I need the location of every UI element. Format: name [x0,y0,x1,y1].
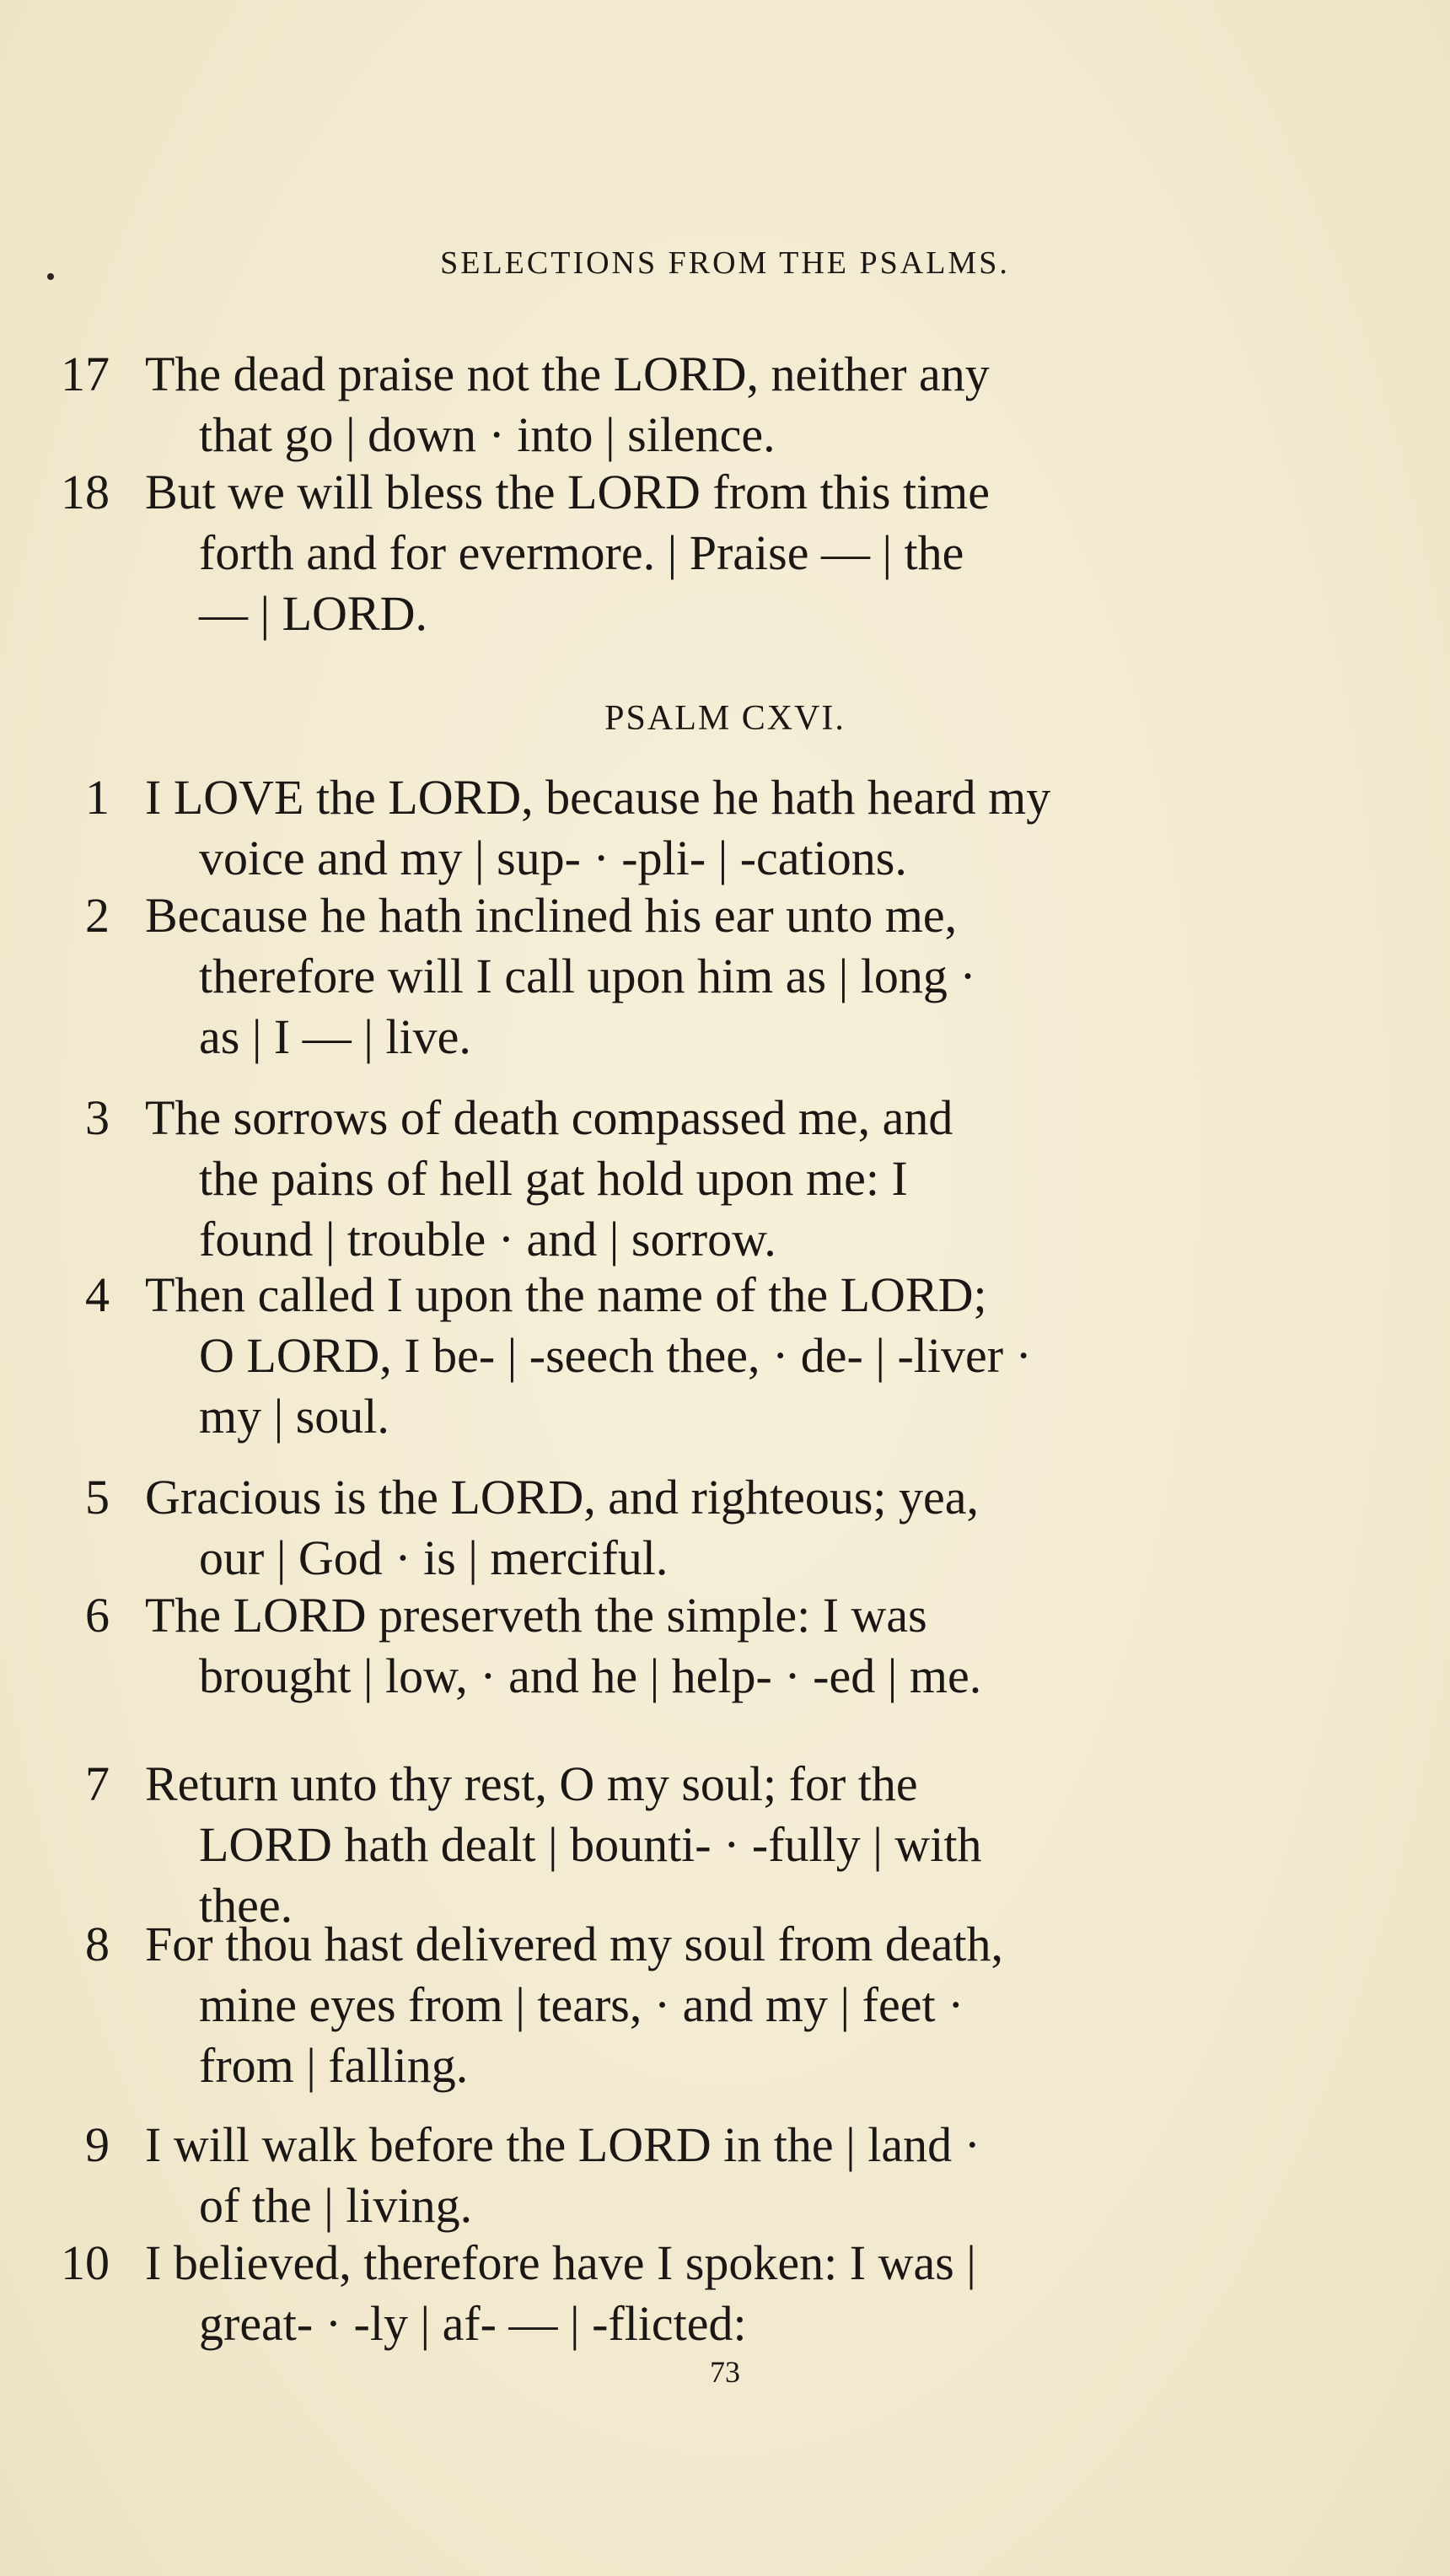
verse-line: But we will bless the LORD from this time [145,465,991,519]
verse-line: I will walk before the LORD in the | land · [145,2117,980,2172]
verse-line: our | God · is | merciful. [199,1530,669,1585]
psalm-heading: PSALM CXVI. [604,699,846,738]
verse-line: that go | down · into | silence. [199,407,776,462]
verse-line: great- · -ly | af- — | -flicted: [199,2296,747,2351]
verse-number: 8 [85,1917,110,1971]
verse-line: — | LORD. [199,586,427,641]
verse-line: Then called I upon the name of the LORD; [145,1267,987,1322]
verse-line: thee. [199,1878,293,1933]
verse-line: brought | low, · and he | help- · -ed | me. [199,1648,982,1703]
verse-line: I LOVE the LORD, because he hath heard my [145,770,1051,825]
verse-number: 5 [85,1470,110,1525]
verse-number: 9 [85,2117,110,2172]
verse-line: voice and my | sup- · -pli- | -cations. [199,831,907,885]
verse-line: the pains of hell gat hold upon me: I [199,1151,908,1206]
verse-line: therefore will I call upon him as | long · [199,949,976,1003]
verse-number: 1 [85,770,110,825]
verse-line: of the | living. [199,2178,473,2233]
verse-line: For thou hast delivered my soul from death, [145,1917,1004,1971]
verse-number: 18 [61,465,110,519]
verse-line: LORD hath dealt | bounti- · -fully | with [199,1817,982,1872]
verse-line: O LORD, I be- | -seech thee, · de- | -liver · [199,1328,1032,1383]
verse-line: Because he hath inclined his ear unto me, [145,888,958,943]
verse-number: 2 [85,888,110,943]
verse-line: The LORD preserveth the simple: I was [145,1588,927,1643]
verse-line: The dead praise not the LORD, neither any [145,347,990,401]
verse-line: found | trouble · and | sorrow. [199,1212,776,1266]
verse-number: 4 [85,1267,110,1322]
verse-line: from | falling. [199,2038,469,2093]
verse-line: mine eyes from | tears, · and my | feet · [199,1977,964,2032]
verse-line: my | soul. [199,1389,389,1444]
verse-line: Return unto thy rest, O my soul; for the [145,1756,918,1811]
verse-line: The sorrows of death compassed me, and [145,1090,953,1145]
verse-line: forth and for evermore. | Praise — | the [199,525,964,580]
running-head: SELECTIONS FROM THE PSALMS. [440,245,1010,281]
verse-line: I believed, therefore have I spoken: I was | [145,2235,976,2290]
verse-number: 17 [61,347,110,401]
page-number: 73 [710,2355,740,2389]
verse-number: 7 [85,1756,110,1811]
verse-number: 10 [61,2235,110,2290]
verse-number: 3 [85,1090,110,1145]
verse-line: as | I — | live. [199,1009,471,1064]
verse-number: 6 [85,1588,110,1643]
verse-line: Gracious is the LORD, and righteous; yea, [145,1470,980,1525]
